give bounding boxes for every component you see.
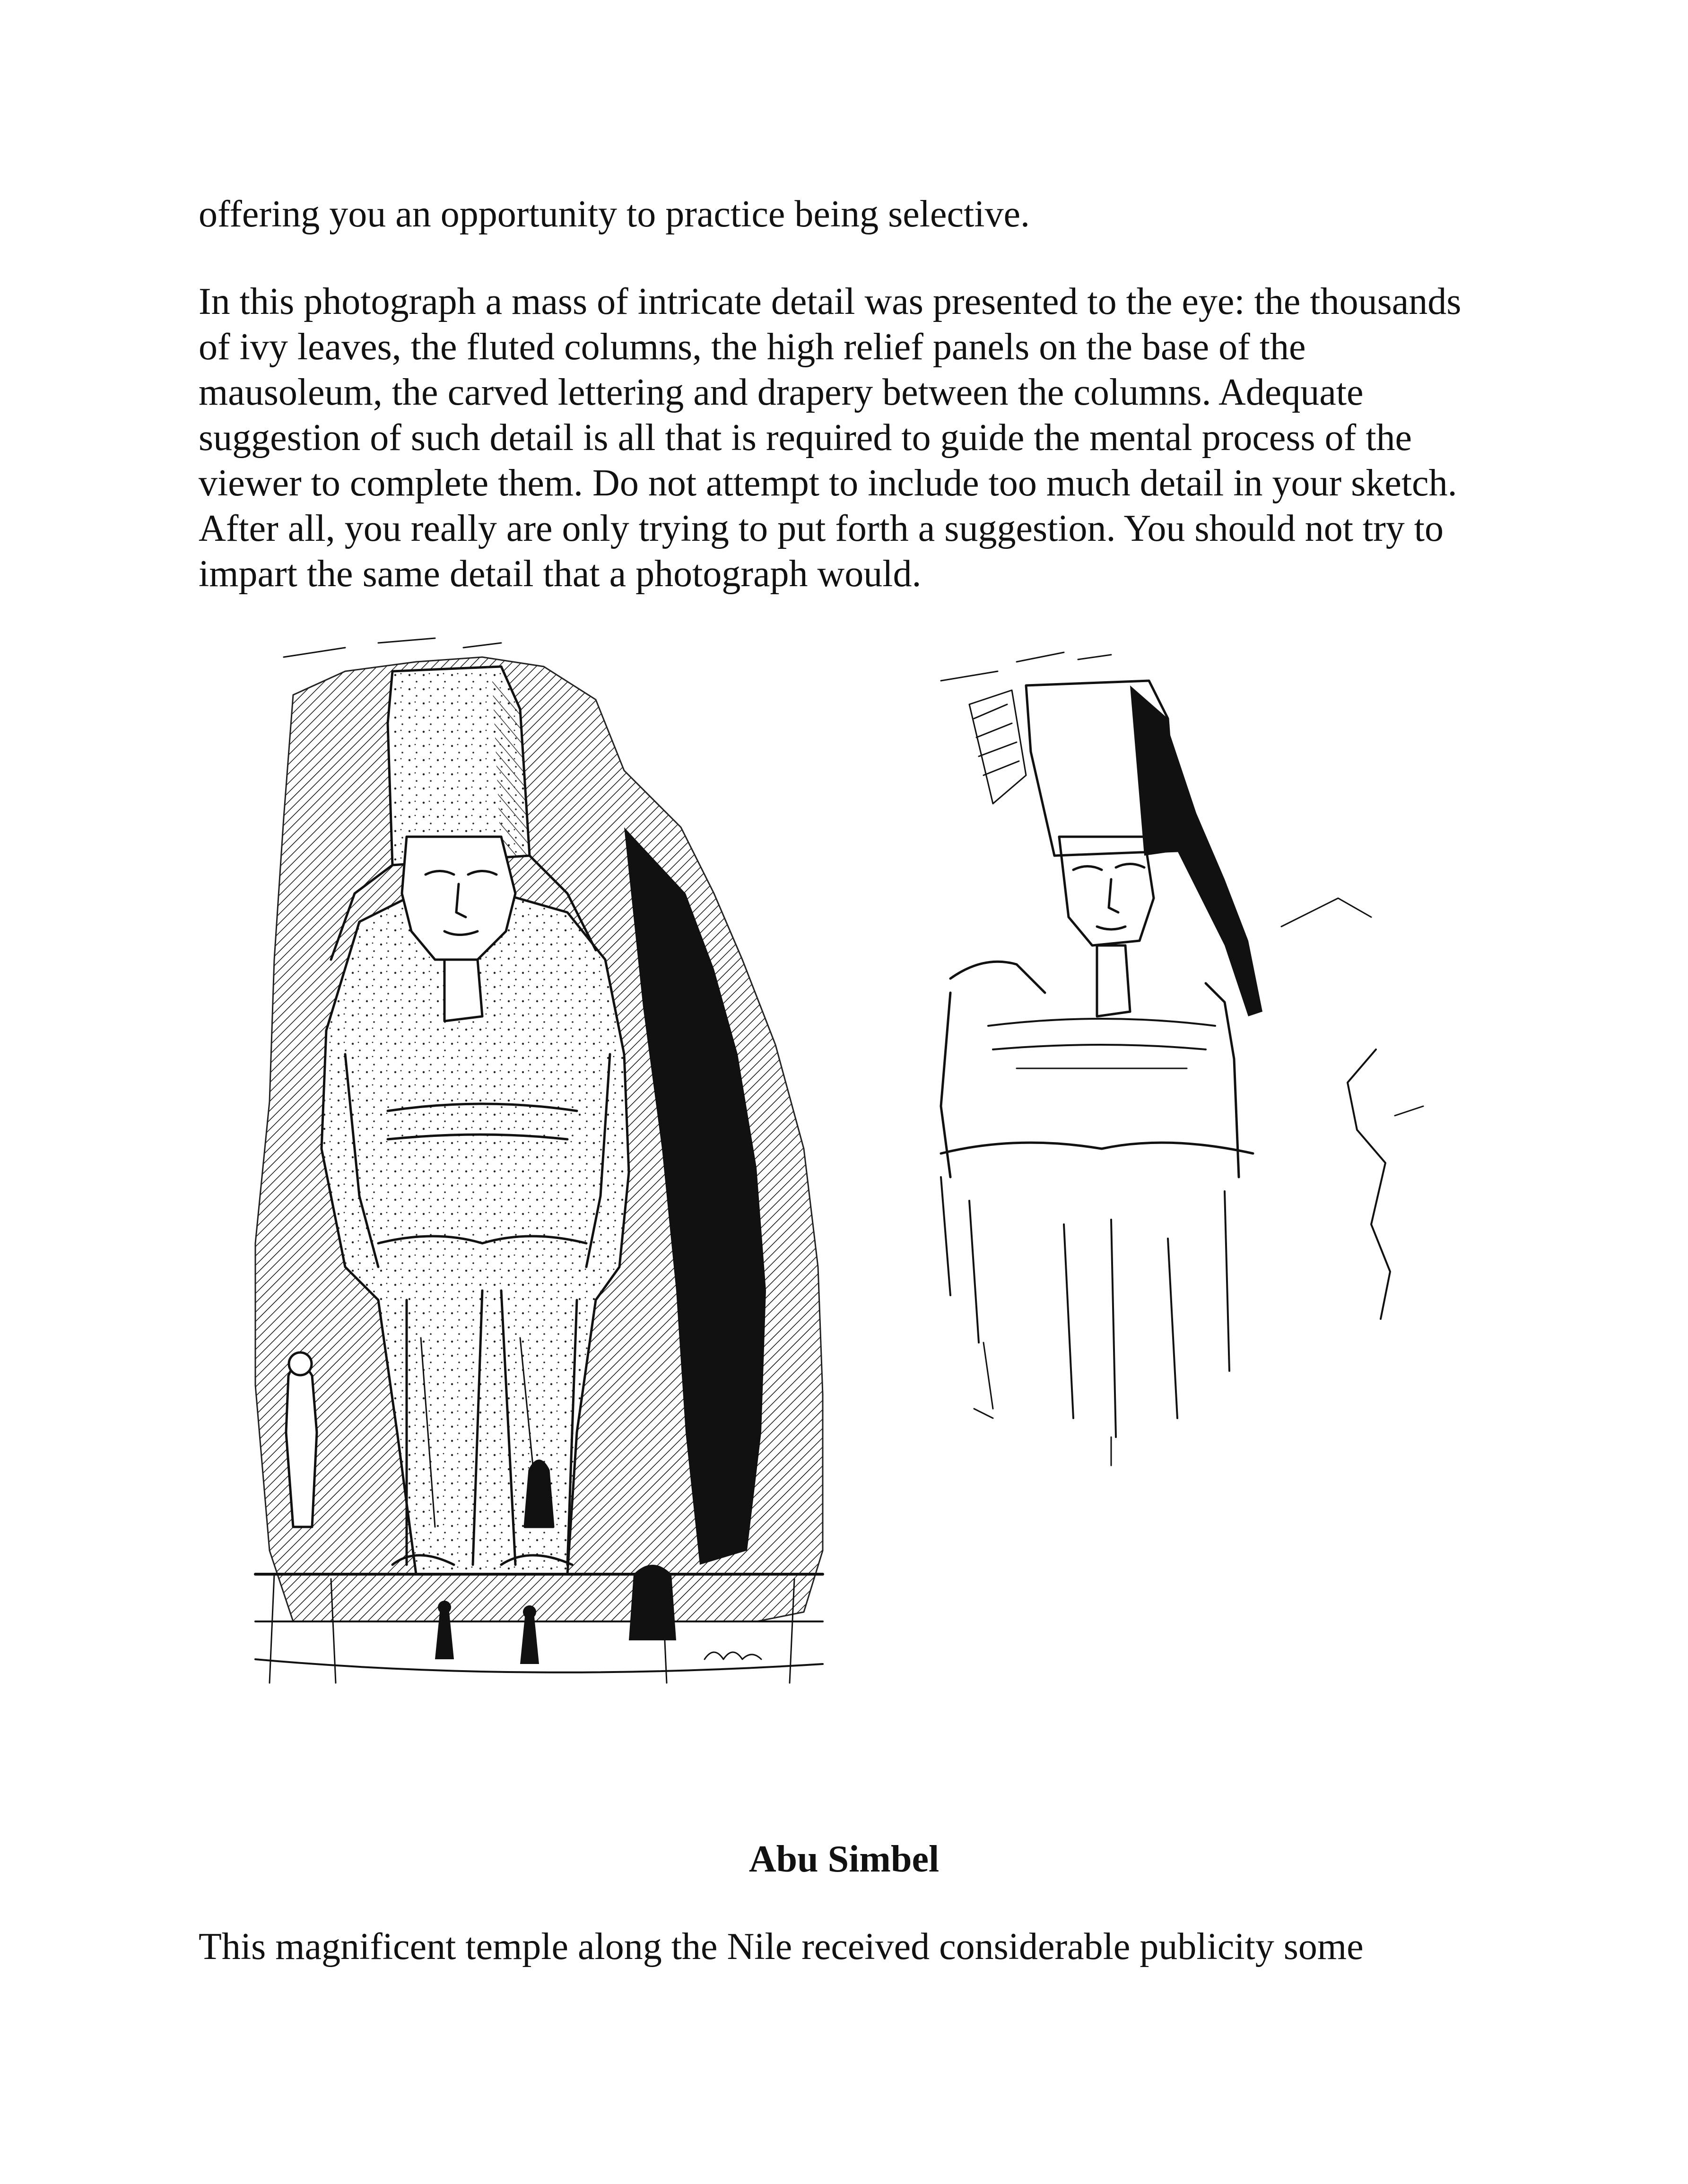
paragraph-intro: offering you an opportunity to practice being selective.	[199, 193, 1030, 235]
abu-simbel-detailed-sketch	[236, 629, 842, 1735]
section-heading: Abu Simbel	[748, 1838, 940, 1880]
paragraph-detail: In this photograph a mass of intricate detail was presented to the eye: the thousands of ivy leaves, the fluted columns, the high relief panels on the base of the mausoleum, the carved lettering and drapery between the columns. Adequate suggestion of such detail is all that is required to guide the mental process of the viewer to complete them. Do not attempt to include too much detail in your sketch. After all, you really are only trying to put forth a suggestion. You should not try to impart the same detail that a photograph would.	[199, 281, 1462, 595]
cutoff-next-line	[199, 1974, 1494, 1991]
abu-simbel-outline-sketch	[922, 633, 1442, 1513]
paragraph-abu-simbel: This magnificent temple along the Nile received considerable publicity some	[199, 1926, 1364, 1967]
